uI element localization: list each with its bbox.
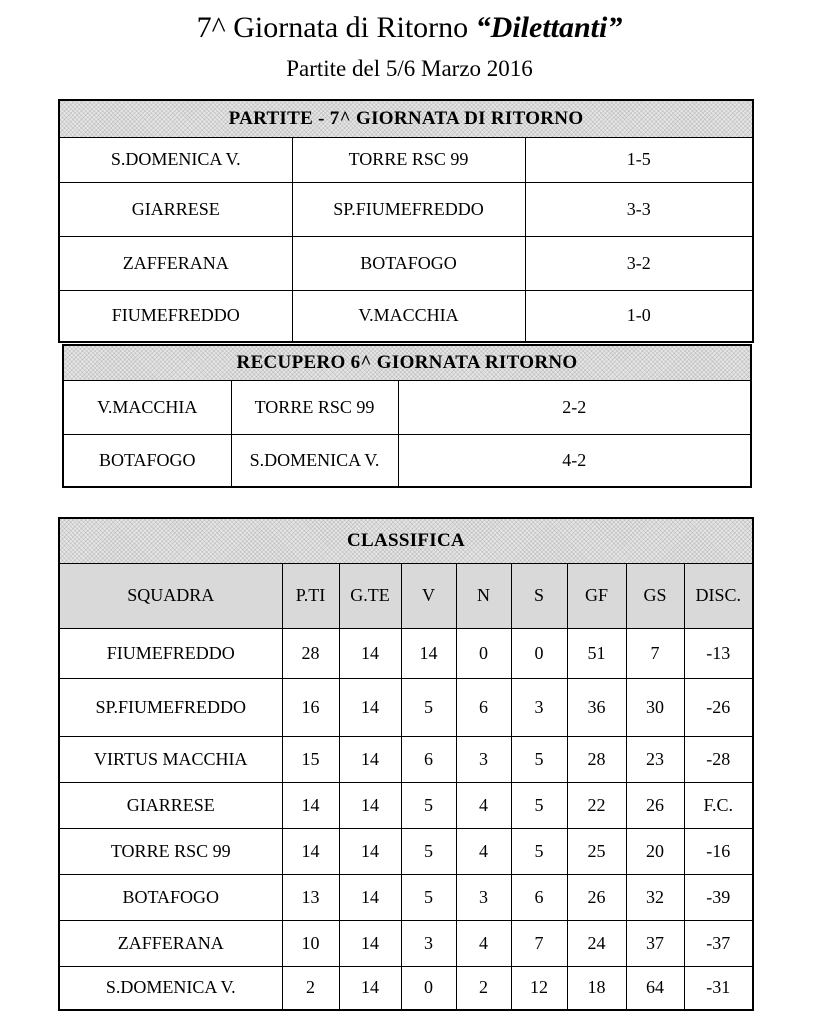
col-squadra: SQUADRA <box>59 563 282 628</box>
cell-vinte: 3 <box>401 920 456 966</box>
cell-nulle: 4 <box>456 920 511 966</box>
match-score: 3-2 <box>525 236 753 290</box>
team-name: TORRE RSC 99 <box>59 828 282 874</box>
cell-nulle: 6 <box>456 678 511 736</box>
cell-gol-subiti: 30 <box>626 678 684 736</box>
table-row <box>59 782 753 828</box>
cell-sconfitte: 5 <box>511 782 567 828</box>
cell-punti: 2 <box>282 966 339 1010</box>
classifica-heading: CLASSIFICA <box>59 518 753 563</box>
team-name: BOTAFOGO <box>59 874 282 920</box>
match-score: 1-5 <box>525 137 753 182</box>
recupero-table <box>62 344 752 488</box>
cell-vinte: 14 <box>401 628 456 678</box>
cell-vinte: 5 <box>401 874 456 920</box>
table-row <box>59 736 753 782</box>
cell-disciplina: -28 <box>684 736 753 782</box>
cell-gol-fatti: 36 <box>567 678 626 736</box>
cell-punti: 14 <box>282 782 339 828</box>
match-row <box>59 236 753 290</box>
cell-disciplina: -16 <box>684 828 753 874</box>
cell-sconfitte: 6 <box>511 874 567 920</box>
table-row <box>59 678 753 736</box>
table-row <box>59 828 753 874</box>
cell-gol-fatti: 25 <box>567 828 626 874</box>
match-score: 3-3 <box>525 182 753 236</box>
classifica-table <box>58 517 754 1011</box>
cell-nulle: 2 <box>456 966 511 1010</box>
match-row <box>63 380 751 434</box>
team-name: S.DOMENICA V. <box>59 966 282 1010</box>
col-vinte: V <box>401 563 456 628</box>
cell-giocate: 14 <box>339 874 401 920</box>
cell-nulle: 0 <box>456 628 511 678</box>
home-team: FIUMEFREDDO <box>59 290 292 342</box>
cell-giocate: 14 <box>339 678 401 736</box>
cell-giocate: 14 <box>339 828 401 874</box>
cell-gol-subiti: 37 <box>626 920 684 966</box>
cell-punti: 14 <box>282 828 339 874</box>
cell-disciplina: -26 <box>684 678 753 736</box>
away-team: TORRE RSC 99 <box>292 137 525 182</box>
cell-gol-fatti: 18 <box>567 966 626 1010</box>
cell-punti: 16 <box>282 678 339 736</box>
away-team: SP.FIUMEFREDDO <box>292 182 525 236</box>
cell-vinte: 6 <box>401 736 456 782</box>
team-name: FIUMEFREDDO <box>59 628 282 678</box>
col-sconfitte: S <box>511 563 567 628</box>
cell-punti: 13 <box>282 874 339 920</box>
home-team: V.MACCHIA <box>63 380 231 434</box>
home-team: ZAFFERANA <box>59 236 292 290</box>
cell-giocate: 14 <box>339 966 401 1010</box>
cell-gol-fatti: 28 <box>567 736 626 782</box>
page-title <box>0 8 819 48</box>
cell-gol-subiti: 26 <box>626 782 684 828</box>
cell-sconfitte: 3 <box>511 678 567 736</box>
recupero-heading: RECUPERO 6^ GIORNATA RITORNO <box>63 345 751 380</box>
cell-punti: 10 <box>282 920 339 966</box>
cell-gol-subiti: 7 <box>626 628 684 678</box>
team-name: ZAFFERANA <box>59 920 282 966</box>
table-row <box>59 874 753 920</box>
col-punti: P.TI <box>282 563 339 628</box>
cell-vinte: 5 <box>401 828 456 874</box>
title-emphasis: “Dilettanti” <box>475 11 623 44</box>
cell-nulle: 4 <box>456 782 511 828</box>
away-team: S.DOMENICA V. <box>231 434 398 487</box>
cell-disciplina: -39 <box>684 874 753 920</box>
cell-gol-fatti: 24 <box>567 920 626 966</box>
col-giocate: G.TE <box>339 563 401 628</box>
away-team: TORRE RSC 99 <box>231 380 398 434</box>
cell-vinte: 5 <box>401 782 456 828</box>
match-row <box>59 137 753 182</box>
cell-punti: 15 <box>282 736 339 782</box>
partite-heading: PARTITE - 7^ GIORNATA DI RITORNO <box>59 100 753 137</box>
col-gol-subiti: GS <box>626 563 684 628</box>
cell-disciplina: F.C. <box>684 782 753 828</box>
team-name: SP.FIUMEFREDDO <box>59 678 282 736</box>
match-score: 4-2 <box>398 434 751 487</box>
cell-giocate: 14 <box>339 736 401 782</box>
cell-nulle: 3 <box>456 736 511 782</box>
away-team: BOTAFOGO <box>292 236 525 290</box>
table-row <box>59 966 753 1010</box>
cell-disciplina: -37 <box>684 920 753 966</box>
cell-vinte: 5 <box>401 678 456 736</box>
cell-sconfitte: 5 <box>511 828 567 874</box>
page-subtitle: Partite del 5/6 Marzo 2016 <box>286 56 533 81</box>
away-team: V.MACCHIA <box>292 290 525 342</box>
cell-gol-subiti: 20 <box>626 828 684 874</box>
cell-giocate: 14 <box>339 782 401 828</box>
cell-gol-subiti: 32 <box>626 874 684 920</box>
cell-sconfitte: 7 <box>511 920 567 966</box>
cell-sconfitte: 12 <box>511 966 567 1010</box>
cell-nulle: 3 <box>456 874 511 920</box>
home-team: GIARRESE <box>59 182 292 236</box>
home-team: S.DOMENICA V. <box>59 137 292 182</box>
match-row <box>63 434 751 487</box>
match-score: 2-2 <box>398 380 751 434</box>
cell-disciplina: -31 <box>684 966 753 1010</box>
match-score: 1-0 <box>525 290 753 342</box>
cell-gol-subiti: 64 <box>626 966 684 1010</box>
col-gol-fatti: GF <box>567 563 626 628</box>
table-row <box>59 920 753 966</box>
cell-gol-fatti: 22 <box>567 782 626 828</box>
col-nulle: N <box>456 563 511 628</box>
cell-sconfitte: 5 <box>511 736 567 782</box>
cell-punti: 28 <box>282 628 339 678</box>
cell-sconfitte: 0 <box>511 628 567 678</box>
cell-giocate: 14 <box>339 628 401 678</box>
cell-giocate: 14 <box>339 920 401 966</box>
cell-gol-fatti: 26 <box>567 874 626 920</box>
standings-header-row <box>59 563 753 628</box>
title-text: 7^ Giornata di Ritorno <box>196 11 476 44</box>
team-name: VIRTUS MACCHIA <box>59 736 282 782</box>
col-disciplina: DISC. <box>684 563 753 628</box>
match-row <box>59 182 753 236</box>
table-row <box>59 628 753 678</box>
match-row <box>59 290 753 342</box>
cell-gol-subiti: 23 <box>626 736 684 782</box>
cell-vinte: 0 <box>401 966 456 1010</box>
cell-disciplina: -13 <box>684 628 753 678</box>
cell-nulle: 4 <box>456 828 511 874</box>
home-team: BOTAFOGO <box>63 434 231 487</box>
partite-table <box>58 99 754 343</box>
team-name: GIARRESE <box>59 782 282 828</box>
cell-gol-fatti: 51 <box>567 628 626 678</box>
